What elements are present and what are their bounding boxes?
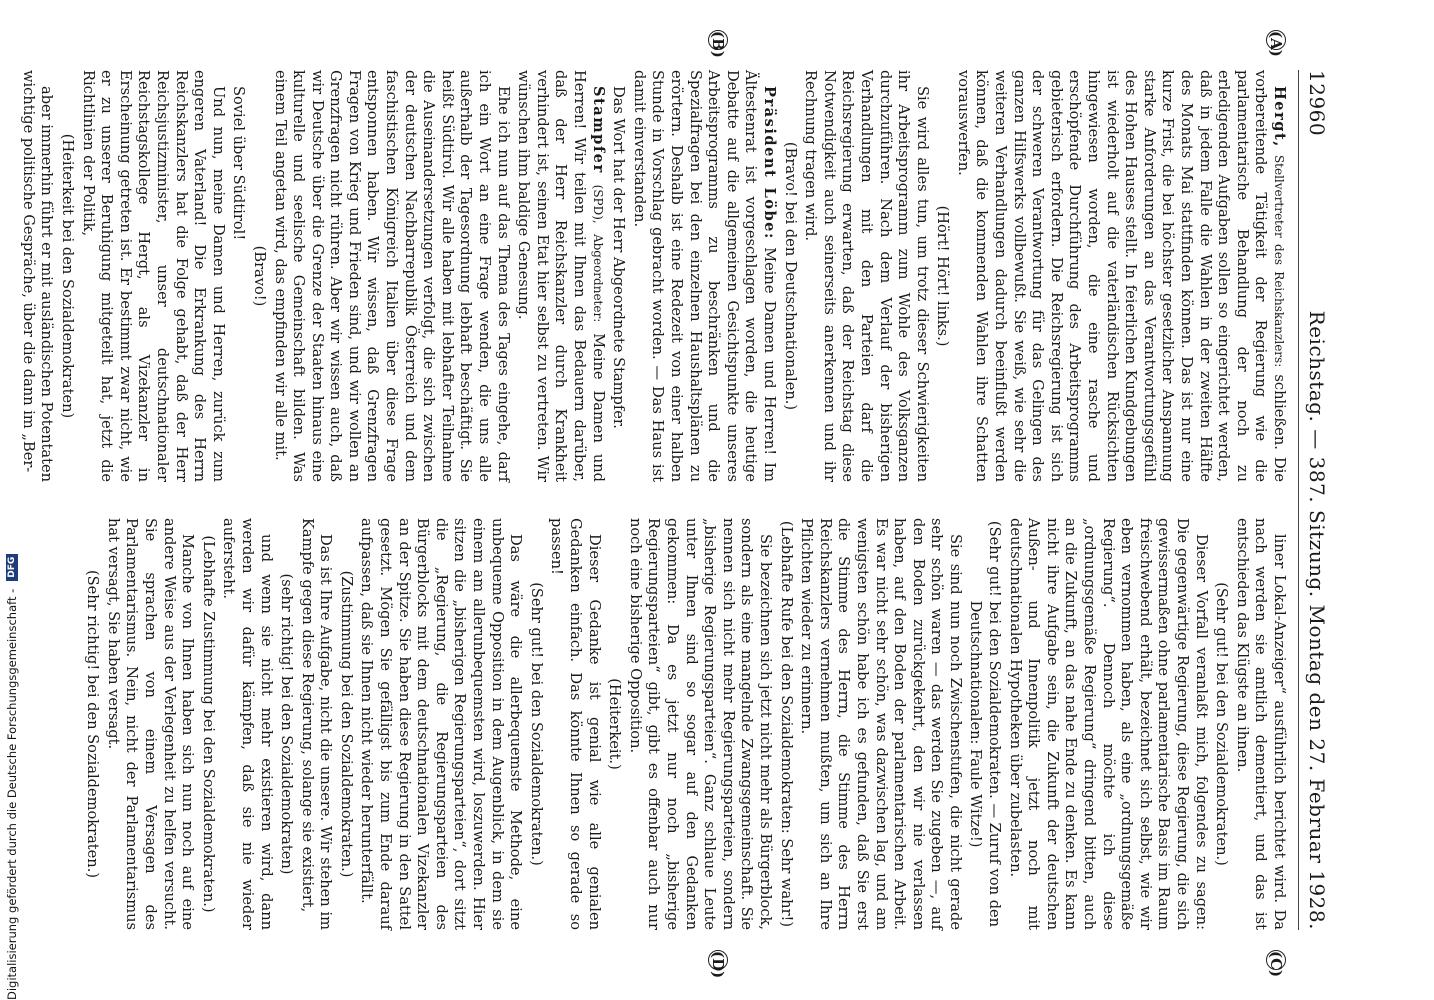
paragraph	[219, 518, 275, 930]
paragraph-text: Das wäre die allerbequemste Methode, eine unbequeme Opposition in dem Augenblick, in dem sie einem am allerunbequemsten wird, loszuwerden. Hier sitzen die „bisherigen Regierungsparteien“, dort sitzt die „Regierung, die Regierungsparteien des Bürgerblocks mit dem deutschnationalen Vizekanzler an der Spitze. Sie haben diese Regierung in den Sattel gesetzt. Mögen Sie gefälligst bis zum Ende darauf aufpassen, daß sie Ihnen nicht wieder herunterfällt.	[358, 518, 525, 930]
rotated-page	[19, 0, 1434, 1000]
speaker-name: Hergt,	[1271, 86, 1288, 148]
paragraph	[78, 70, 227, 482]
paragraph-text: Sie wird alles tun, um trotz dieser Schwierigkeiten ihr Arbeitsprogramm zum Wohle des Volksganzen durchzuführen. Nach dem Verlauf der bisherigen Verhandlungen mit den Parteien darf die Reichsregierung erwarten, daß der Reichstag diese Notwendigkeit auch seinerseits anerkennen und ihr Rechnung tragen wird.	[802, 70, 931, 482]
paragraph-text: Das Wort hat der Herr Abgeordnete Stampfer.	[610, 86, 628, 429]
paragraph-text: Und nun, meine Damen und Herren, zurück zum engeren Vaterland! Die Erkrankung des Herrn Reichskanzlers hat die Folge gehabt, daß der Herr Reichsjustizminister, unser deutschnationaler Reichstagskollege Hergt, als Vizekanzler in Erscheinung getreten ist. Er bestimmt zwar nicht, wie er zu unserer Beruhigung mitgeteilt hat, jetzt die Richtlinien der Politik,	[79, 70, 227, 482]
paragraph-text: und wenn sie nicht mehr existieren wird, dann werden wir dafür kämpfen, daß sie nie wieder aufersteht.	[220, 518, 275, 930]
paragraph-text: Sie bezeichnen sich jetzt nicht mehr als Bürgerblock, sondern als eine mangelnde Zwangsgemeinschaft. Sie nennen sich nicht mehr Regierungsparteien, sondern „bisherige Regierungsparteien“. Ganz schlaue Leute unter Ihnen sind so sogar auf den Gedanken gekommen: Da es jetzt nur noch „bisherige Regierungsparteien“ gibt, gibt es offenbar auch nur noch eine bisherige Opposition.	[626, 518, 774, 930]
paragraph	[103, 518, 196, 930]
interjection: (Heiterkeit.)	[606, 678, 624, 770]
margin-marker-d: (D)	[709, 951, 727, 979]
paragraph-text: Manche von Ihnen haben sich nun noch auf eine andere Weise aus der Verlegenheit zu helfen versucht. Sie sprachen von einem Versagen des Parlamentarismus. Nein, nicht der Parlamentarismus hat versagt, Sie haben versagt.	[104, 518, 197, 930]
paragraph	[229, 70, 248, 482]
margin-marker-b: (B)	[709, 31, 727, 58]
interjection: (Sehr richtig! bei den Sozialdemokraten.)	[84, 569, 102, 879]
margin-marker-a: (A)	[1267, 31, 1285, 57]
margin-marker-c: (C)	[1267, 951, 1285, 978]
paragraph-text: schließen. Die vorbereitende Tätigkeit der Regierung wie die parlamentarische Behandlung der noch zu erledigenden Aufgaben sollen so eingerichtet werden, daß in jedem Falle die Wahlen in der zweiten Hälfte des Monats Mai stattfinden können. Das ist nur eine kurze Frist, die bei höchster gesetzlicher Anspannung starke Anforderungen an das Verantwortungsgefühl des Hohen Hauses stellt. In feierlichen Kundgebungen ist wiederholt auf die vaterländischen Rücksichten hingewiesen worden, die eine rasche und erschöpfende Durchführung des Arbeitsprogramms gebieterisch erfordern. Die Reichsregierung ist sich der schweren Verantwortung für das Gelingen des ganzen Hilfswerks vollbewußt. Sie weiß, wie sehr die weiteren Verhandlungen dadurch beeinflußt werden können, daß die kommenden Wahlen ihre Schatten vorauswerfen.	[954, 70, 1288, 483]
paragraph-text: liner Lokal-Anzeiger“ ausführlich berichtet wird. Da nach werden sie amtlich dementiert, und das ist entschieden das Klügste an ihnen.	[1233, 518, 1288, 930]
paragraph	[625, 518, 774, 930]
interjection: (Zustimmung bei den Sozialdemokraten.)	[337, 570, 355, 878]
speaker-role: Stellvertreter des Reichskanzlers:	[1272, 154, 1286, 368]
page-title: Reichstag. — 387. Sitzung. Montag den 27. Februar 1928.	[1305, 310, 1329, 930]
paragraph	[1005, 518, 1210, 930]
paragraph	[953, 70, 1288, 482]
paragraph-text: Dieser Vorfall veranlaßt mich, folgendes zu sagen: Die gegenwärtige Regierung, diese Regierung, die sich gewissermaßen ohne parlamentarische Basis im Raum freischwebend erhält, bezeichnet sich selbst, wie wir eben vernommen haben, als eine „ordnungsgemäße Regierung“. Dennoch möchte ich diese „ordnungsgemäße Regierung“ dringend bitten, auch an die Zukunft, an das nahe Ende zu denken. Es kann nicht ihre Aufgabe sein, die Zukunft der deutschen Außen- und Innenpolitik jetzt noch mit deutschnationalen Hypotheken über zubelasten.	[1006, 518, 1210, 930]
paragraph-text: Sie sind nun noch Zwischenstufen, die nicht gerade sehr schön waren — das werden Sie zugeben —, auf den Boden zurückgekehrt, den wir nie verlassen haben, auf den Boden der parlamentarischen Arbeit. Es war nicht sehr schön, was dazwischen lag, und am wenigsten schön habe ich es gefunden, daß Sie erst die Stimme des Herrn, die Stimme des Herrn Reichskanzlers vernehmen mußten, um sich an Ihre Pflichten wieder zu erinnern.	[798, 518, 964, 930]
speaker-role: (SPD), Abgeordneter:	[590, 184, 605, 323]
paragraph-text: aber immerhin führt er mit ausländischen Potentaten wichtige politische Gespräche, über die dann im „Ber-	[19, 70, 56, 482]
page-header	[1298, 70, 1329, 930]
paragraph	[629, 70, 778, 482]
interjection: (sehr richtig! bei den Sozialdemokraten)	[278, 573, 296, 875]
paragraph-text: Meine Damen und Herren! Wir teilen mit Ihnen das Bedauern darüber, daß der Herr Reichskanzler durch Krankheit verhindert ist, seinen Etat hier selbst zu vertreten. Wir wünschen ihm baldige Genesung.	[515, 70, 607, 482]
right-column	[16, 518, 1288, 930]
page-number: 12960	[1305, 70, 1329, 137]
paragraph-text: Dieser Gedanke ist genial wie alle genialen Gedanken einfach. Das könnte Ihnen so gerade so passen!	[548, 518, 603, 930]
paragraph-text: Meine Damen und Herren! Im Ältestenrat ist vorgeschlagen worden, die heutige Debatte auf die allgemeinen Gesichtspunkte unseres Arbeitsprogramms zu beschränken und die Spezialfragen bei den einzelnen Haushaltsplänen zu erörtern. Deshalb ist eine Redezeit von einer halben Stunde in Vorschlag gebracht worden. — Das Haus ist damit einverstanden.	[630, 70, 778, 482]
interjection: (Heiterkeit bei den Sozialdemokraten)	[59, 133, 76, 419]
footer-text: Digitalisierung gefördert durch die Deutsche Forschungsgemeinschaft -	[5, 588, 19, 1000]
speaker-name: Stampfer	[589, 86, 607, 174]
interjection: (Bravo!)	[250, 245, 268, 307]
interjection: (Sehr gut! bei den Sozialdemokraten. — Zuruf von den Deutschnationalen: Faule Witze!)	[967, 520, 1004, 928]
paragraph	[609, 70, 628, 482]
paragraph	[547, 518, 603, 930]
paragraph	[297, 518, 334, 930]
paragraph	[357, 518, 524, 930]
paragraph	[1232, 518, 1288, 930]
paragraph	[270, 70, 512, 482]
paragraph	[514, 70, 607, 482]
interjection: (Lebhafte Zustimmung bei den Sozialdemokraten.)	[199, 535, 217, 913]
paragraph-text: Ehe ich nun auf das Thema des Tages eingehe, darf ich ein Wort an eine Frage wenden, die uns alle außerhalb der Tagesordnung lebhaft beschäftigt. Sie heißt Südtirol. Wir alle haben mit lebhafter Teilnahme die Auseinandersetzungen verfolgt, die sich zwischen der deutschen Nachbarrepublik Österreich und dem faschistischen Königreich Italien über diese Frage entsponnen haben. Wir wissen, daß Grenzfragen Fragen von Krieg und Frieden sind, und wir wollen an Grenzfragen nicht rühren. Aber wir wissen auch, daß wir Deutsche über die Grenze der Staaten hinaus eine kulturelle und seelische Gemeinschaft bilden. Was einem Teil angetan wird, das empfinden wir alle mit.	[271, 70, 512, 482]
speaker-name: Präsident Löbe:	[760, 86, 778, 240]
paragraph-text: Das ist Ihre Aufgabe, nicht die unsere. Wir stehen im Kampfe gegen diese Regierung, solange sie existiert,	[298, 518, 335, 930]
interjection: (Bravo! bei den Deutschnationalen.)	[781, 141, 799, 411]
text-columns	[16, 31, 1288, 979]
interjection: (Hört! Hört! links.)	[934, 205, 952, 347]
paragraph	[801, 70, 931, 482]
digitization-footer	[0, 0, 24, 1000]
paragraph	[797, 518, 964, 930]
paragraph-text: Soviel über Südtirol!	[230, 86, 248, 241]
interjection: (Sehr gut! bei den Sozialdemokraten.)	[527, 582, 545, 866]
interjection: (Lebhafte Rufe bei den Sozialdemokraten: Sehr wahr!)	[777, 520, 795, 928]
interjection: (Sehr gut! bei den Sozialdemokraten.)	[1213, 582, 1231, 866]
left-column	[16, 70, 1288, 482]
dfg-logo: DFG	[6, 554, 18, 581]
